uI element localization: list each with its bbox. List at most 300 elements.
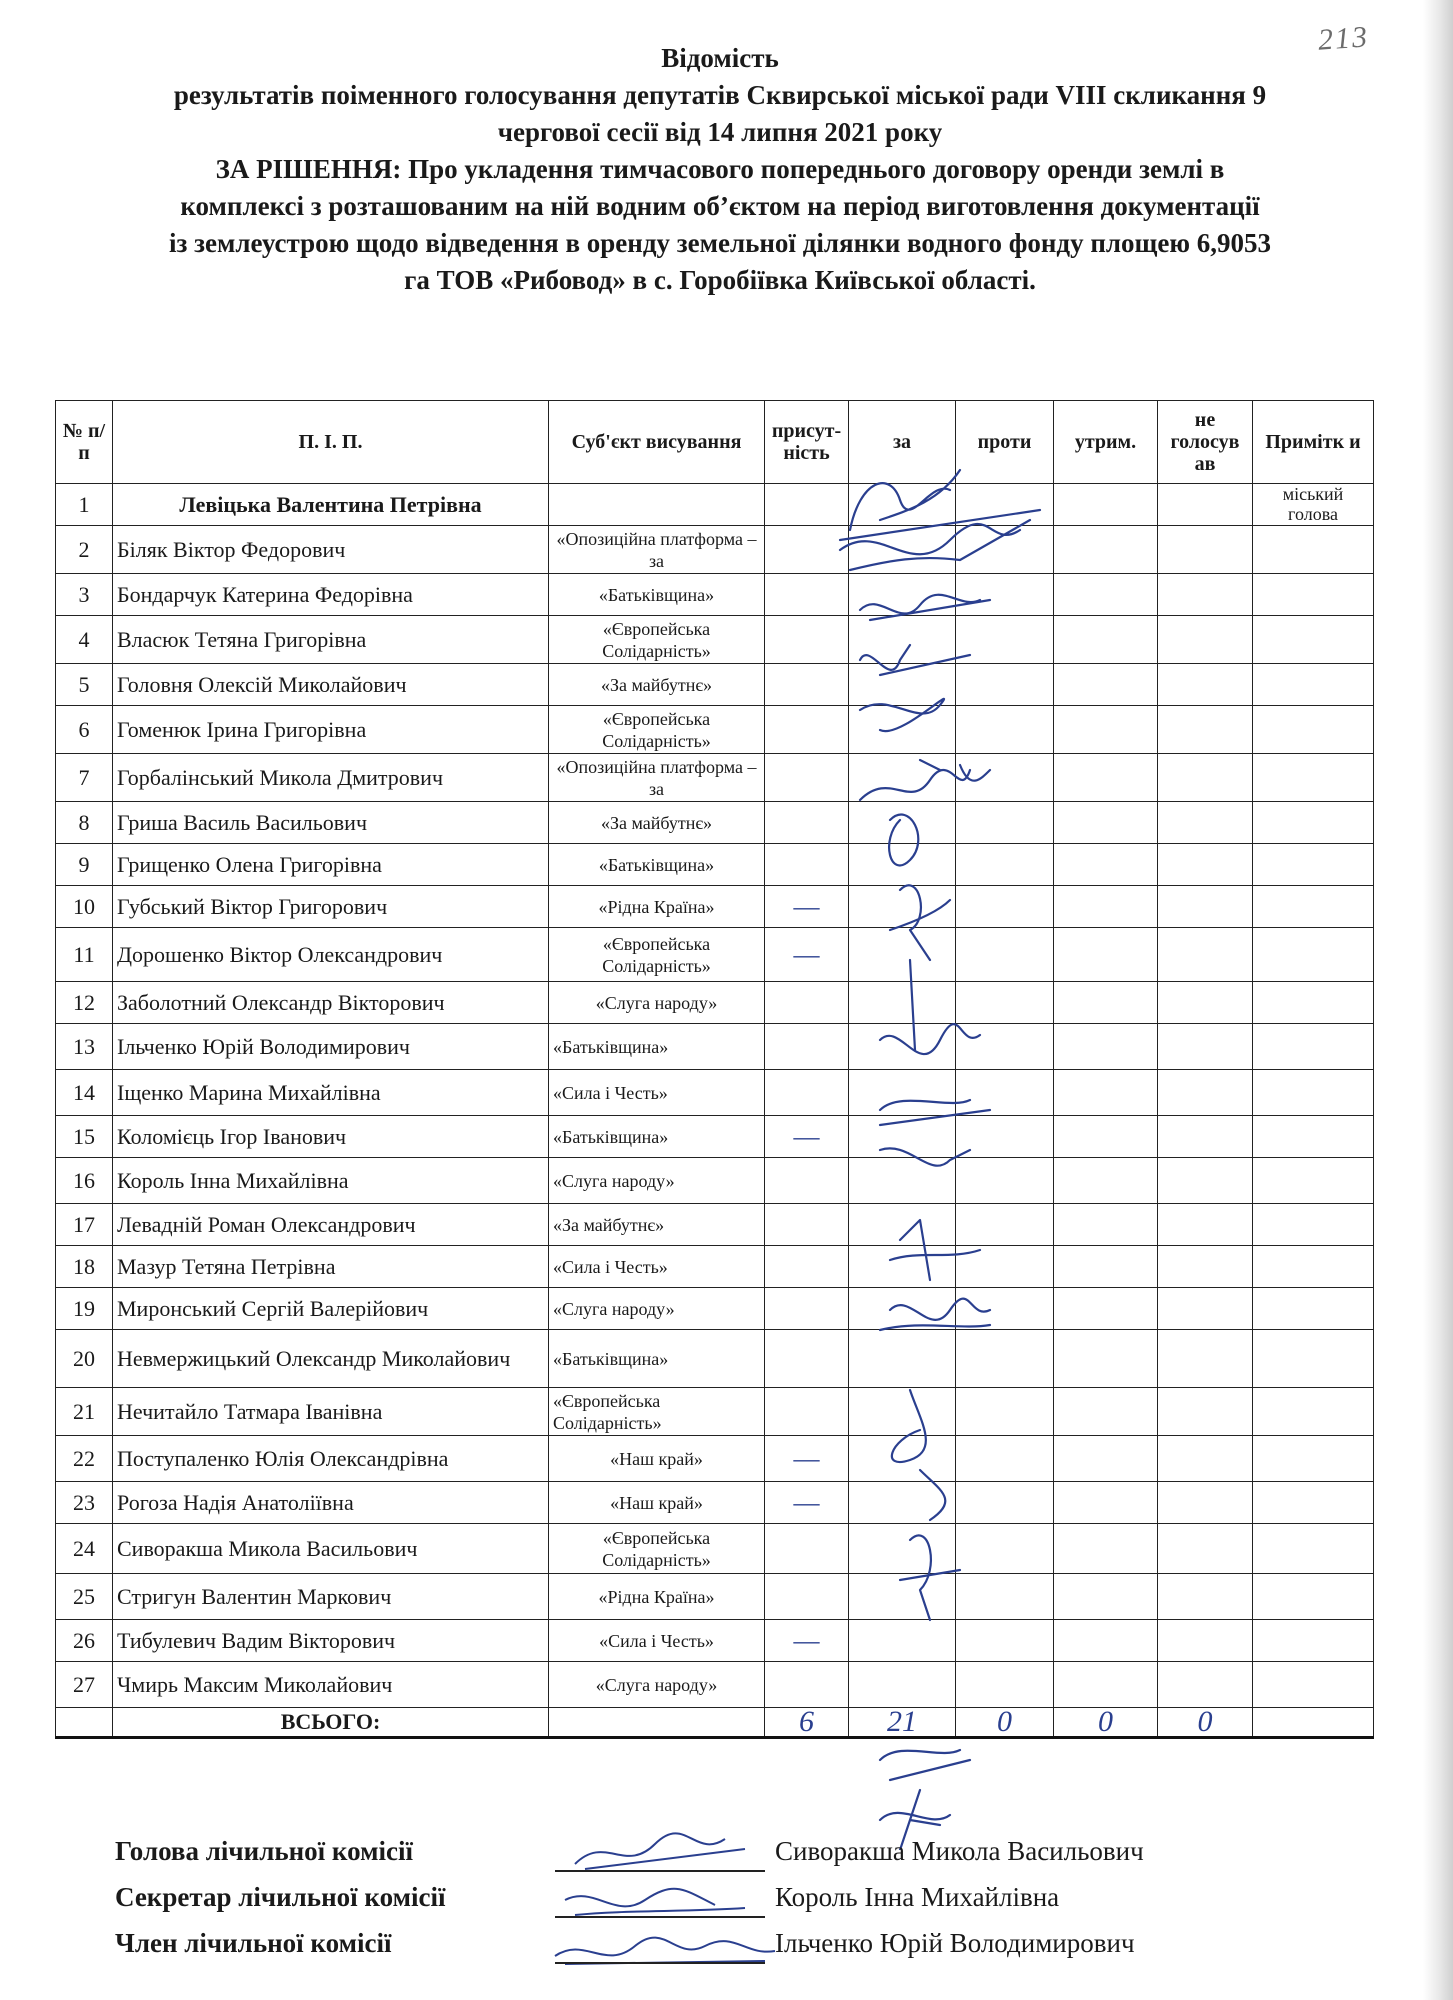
against-cell	[956, 1662, 1054, 1708]
deputy-name: Рогоза Надія Анатоліївна	[113, 1482, 549, 1524]
for-cell	[849, 574, 956, 616]
table-row	[56, 526, 1374, 574]
not-voted-cell	[1158, 1024, 1253, 1070]
row-number: 2	[56, 526, 113, 574]
deputy-name: Дорошенко Віктор Олександрович	[113, 928, 549, 982]
note-cell	[1253, 1482, 1374, 1524]
table-row	[56, 1288, 1374, 1330]
note-cell	[1253, 1330, 1374, 1388]
against-cell	[956, 1482, 1054, 1524]
deputy-name: Тибулевич Вадим Вікторович	[113, 1620, 549, 1662]
present-mark	[765, 526, 849, 574]
table-row	[56, 1388, 1374, 1436]
table-row	[56, 1524, 1374, 1574]
not-voted-cell	[1158, 928, 1253, 982]
row-number: 13	[56, 1024, 113, 1070]
commission-role: Голова лічильної комісії	[115, 1836, 413, 1866]
for-cell	[849, 982, 956, 1024]
present-mark	[765, 1388, 849, 1436]
for-cell	[849, 928, 956, 982]
for-cell	[849, 1662, 956, 1708]
note-cell	[1253, 526, 1374, 574]
nominating-party: «Наш край»	[549, 1436, 765, 1482]
deputy-name: Губський Віктор Григорович	[113, 886, 549, 928]
abstain-cell	[1054, 574, 1158, 616]
deputy-name: Король Інна Михайлівна	[113, 1158, 549, 1204]
not-voted-cell	[1158, 1388, 1253, 1436]
not-voted-cell	[1158, 1070, 1253, 1116]
table-header-row	[56, 401, 1374, 484]
commission-role: Секретар лічильної комісії	[115, 1882, 446, 1912]
present-mark	[765, 1330, 849, 1388]
not-voted-cell	[1158, 754, 1253, 802]
col-note-header: Примітк и	[1253, 401, 1374, 484]
nominating-party: «Батьківщина»	[549, 1330, 765, 1388]
for-cell	[849, 1388, 956, 1436]
nominating-party: «Опозиційна платформа – за	[549, 526, 765, 574]
for-cell	[849, 1070, 956, 1116]
present-mark: —	[765, 1116, 849, 1158]
for-cell	[849, 1482, 956, 1524]
not-voted-cell	[1158, 802, 1253, 844]
total-row	[56, 1708, 1374, 1738]
total-not-voted: 0	[1158, 1708, 1253, 1738]
against-cell	[956, 982, 1054, 1024]
note-cell	[1253, 1662, 1374, 1708]
deputy-name: Гоменюк Ірина Григорівна	[113, 706, 549, 754]
deputy-name: Головня Олексій Миколайович	[113, 664, 549, 706]
table-row	[56, 928, 1374, 982]
commission-row-member	[115, 1928, 1415, 1974]
table-row	[56, 1116, 1374, 1158]
nominating-party: «Наш край»	[549, 1482, 765, 1524]
against-cell	[956, 1158, 1054, 1204]
for-cell	[849, 1524, 956, 1574]
row-number: 17	[56, 1204, 113, 1246]
counting-commission	[115, 1836, 1415, 1974]
table-row	[56, 1436, 1374, 1482]
present-mark	[765, 1524, 849, 1574]
abstain-cell	[1054, 526, 1158, 574]
deputy-name: Горбалінський Микола Дмитрович	[113, 754, 549, 802]
for-cell	[849, 802, 956, 844]
table-row	[56, 1158, 1374, 1204]
note-cell	[1253, 982, 1374, 1024]
against-cell	[956, 1070, 1054, 1116]
table-row	[56, 754, 1374, 802]
abstain-cell	[1054, 1574, 1158, 1620]
against-cell	[956, 526, 1054, 574]
deputy-name: Мазур Тетяна Петрівна	[113, 1246, 549, 1288]
decision-line: ЗА РІШЕННЯ: Про укладення тимчасового попереднього договору оренди землі в	[215, 154, 1225, 184]
row-number: 7	[56, 754, 113, 802]
row-number: 11	[56, 928, 113, 982]
row-number: 19	[56, 1288, 113, 1330]
against-cell	[956, 802, 1054, 844]
deputy-name: Чмирь Максим Миколайович	[113, 1662, 549, 1708]
row-number: 5	[56, 664, 113, 706]
header-line: результатів поіменного голосування депутатів Сквирської міської ради VIII скликання 9	[173, 80, 1267, 110]
note-cell	[1253, 1620, 1374, 1662]
decision-line: комплексі з розташованим на ній водним об’єктом на період виготовлення документації	[180, 191, 1260, 221]
table-row	[56, 574, 1374, 616]
scan-edge	[1423, 0, 1453, 2000]
col-for-header: за	[849, 401, 956, 484]
table-row	[56, 1330, 1374, 1388]
total-abstain: 0	[1054, 1708, 1158, 1738]
abstain-cell	[1054, 1246, 1158, 1288]
abstain-cell	[1054, 1388, 1158, 1436]
nominating-party: «Слуга народу»	[549, 982, 765, 1024]
col-num-header: № п/п	[56, 401, 113, 484]
total-for: 21	[849, 1708, 956, 1738]
present-mark: —	[765, 1436, 849, 1482]
for-cell	[849, 754, 956, 802]
abstain-cell	[1054, 1204, 1158, 1246]
deputy-name: Іщенко Марина Михайлівна	[113, 1070, 549, 1116]
deputy-name: Ільченко Юрій Володимирович	[113, 1024, 549, 1070]
commission-role: Член лічильної комісії	[115, 1928, 392, 1958]
total-note	[1253, 1708, 1374, 1738]
for-cell	[849, 1204, 956, 1246]
table-row	[56, 1204, 1374, 1246]
abstain-cell	[1054, 706, 1158, 754]
nominating-party: «За майбутнє»	[549, 1204, 765, 1246]
table-row	[56, 1482, 1374, 1524]
present-mark	[765, 754, 849, 802]
against-cell	[956, 484, 1054, 526]
table-row	[56, 706, 1374, 754]
row-number: 1	[56, 484, 113, 526]
abstain-cell	[1054, 1620, 1158, 1662]
nominating-party: «Європейська Солідарність»	[549, 706, 765, 754]
present-mark	[765, 664, 849, 706]
present-mark: —	[765, 1482, 849, 1524]
col-abstain-header: утрим.	[1054, 401, 1158, 484]
col-not-voted-header: не голосув ав	[1158, 401, 1253, 484]
table-row	[56, 802, 1374, 844]
row-number: 22	[56, 1436, 113, 1482]
table-row	[56, 484, 1374, 526]
nominating-party: «За майбутнє»	[549, 664, 765, 706]
deputy-name: Поступаленко Юлія Олександрівна	[113, 1436, 549, 1482]
table-row	[56, 1246, 1374, 1288]
for-cell	[849, 1116, 956, 1158]
against-cell	[956, 1116, 1054, 1158]
row-number: 27	[56, 1662, 113, 1708]
against-cell	[956, 1204, 1054, 1246]
table-row	[56, 664, 1374, 706]
nominating-party: «Європейська Солідарність»	[549, 928, 765, 982]
against-cell	[956, 574, 1054, 616]
nominating-party: «Слуга народу»	[549, 1662, 765, 1708]
total-against: 0	[956, 1708, 1054, 1738]
deputy-name: Левіцька Валентина Петрівна	[113, 484, 549, 526]
deputy-name: Нечитайло Татмара Іванівна	[113, 1388, 549, 1436]
present-mark	[765, 802, 849, 844]
deputy-name: Левадній Роман Олександрович	[113, 1204, 549, 1246]
abstain-cell	[1054, 1024, 1158, 1070]
not-voted-cell	[1158, 574, 1253, 616]
deputy-name: Стригун Валентин Маркович	[113, 1574, 549, 1620]
present-mark	[765, 706, 849, 754]
row-number: 25	[56, 1574, 113, 1620]
against-cell	[956, 928, 1054, 982]
present-mark	[765, 1158, 849, 1204]
note-cell	[1253, 1204, 1374, 1246]
note-cell	[1253, 616, 1374, 664]
row-number: 6	[56, 706, 113, 754]
voting-table	[55, 400, 1374, 1739]
row-number: 3	[56, 574, 113, 616]
note-cell	[1253, 1070, 1374, 1116]
col-present-header: присут-ність	[765, 401, 849, 484]
deputy-name: Бондарчук Катерина Федорівна	[113, 574, 549, 616]
note-cell	[1253, 574, 1374, 616]
row-number: 9	[56, 844, 113, 886]
total-party	[549, 1708, 765, 1738]
row-number: 12	[56, 982, 113, 1024]
present-mark	[765, 484, 849, 526]
deputy-name: Грищенко Олена Григорівна	[113, 844, 549, 886]
not-voted-cell	[1158, 616, 1253, 664]
not-voted-cell	[1158, 1482, 1253, 1524]
nominating-party: «За майбутнє»	[549, 802, 765, 844]
note-cell	[1253, 886, 1374, 928]
decision-line: га ТОВ «Рибовод» в с. Горобіївка Київської області.	[404, 265, 1036, 295]
not-voted-cell	[1158, 1204, 1253, 1246]
col-name-header: П. І. П.	[113, 401, 549, 484]
for-cell	[849, 526, 956, 574]
against-cell	[956, 1288, 1054, 1330]
not-voted-cell	[1158, 1574, 1253, 1620]
row-number: 14	[56, 1070, 113, 1116]
against-cell	[956, 1524, 1054, 1574]
for-cell	[849, 1436, 956, 1482]
commission-name: Сиворакша Микола Васильович	[775, 1836, 1144, 1866]
for-cell	[849, 1574, 956, 1620]
for-cell	[849, 1246, 956, 1288]
deputy-name: Коломієць Ігор Іванович	[113, 1116, 549, 1158]
for-cell	[849, 844, 956, 886]
total-label: ВСЬОГО:	[113, 1708, 549, 1738]
note-cell	[1253, 1524, 1374, 1574]
table-row	[56, 1574, 1374, 1620]
abstain-cell	[1054, 802, 1158, 844]
for-cell	[849, 664, 956, 706]
table-row	[56, 982, 1374, 1024]
note-cell	[1253, 1436, 1374, 1482]
present-mark	[765, 574, 849, 616]
row-number: 4	[56, 616, 113, 664]
header-line: чергової сесії від 14 липня 2021 року	[497, 117, 943, 147]
abstain-cell	[1054, 1662, 1158, 1708]
against-cell	[956, 1436, 1054, 1482]
present-mark	[765, 1070, 849, 1116]
against-cell	[956, 664, 1054, 706]
nominating-party: «Батьківщина»	[549, 1024, 765, 1070]
note-cell	[1253, 754, 1374, 802]
deputy-name: Біляк Віктор Федорович	[113, 526, 549, 574]
note-cell	[1253, 1574, 1374, 1620]
row-number: 18	[56, 1246, 113, 1288]
nominating-party: «Європейська Солідарність»	[549, 1524, 765, 1574]
deputy-name: Заболотний Олександр Вікторович	[113, 982, 549, 1024]
note-cell	[1253, 802, 1374, 844]
present-mark	[765, 844, 849, 886]
abstain-cell	[1054, 982, 1158, 1024]
present-mark	[765, 616, 849, 664]
for-cell	[849, 1158, 956, 1204]
not-voted-cell	[1158, 1662, 1253, 1708]
abstain-cell	[1054, 1482, 1158, 1524]
nominating-party: «Сила і Честь»	[549, 1246, 765, 1288]
not-voted-cell	[1158, 706, 1253, 754]
decision-line: із землеустрою щодо відведення в оренду земельної ділянки водного фонду площею 6,9053	[169, 228, 1271, 258]
note-cell	[1253, 844, 1374, 886]
not-voted-cell	[1158, 1116, 1253, 1158]
nominating-party: «Європейська Солідарність»	[549, 616, 765, 664]
note-cell	[1253, 1116, 1374, 1158]
row-number: 16	[56, 1158, 113, 1204]
document-title: Відомість	[661, 43, 779, 73]
against-cell	[956, 1388, 1054, 1436]
present-mark	[765, 1662, 849, 1708]
page-number: 213	[1316, 20, 1371, 57]
abstain-cell	[1054, 754, 1158, 802]
against-cell	[956, 1574, 1054, 1620]
against-cell	[956, 1620, 1054, 1662]
note-cell	[1253, 1246, 1374, 1288]
present-mark	[765, 982, 849, 1024]
abstain-cell	[1054, 1524, 1158, 1574]
abstain-cell	[1054, 1070, 1158, 1116]
present-mark	[765, 1246, 849, 1288]
row-number: 26	[56, 1620, 113, 1662]
nominating-party: «Опозиційна платформа – за	[549, 754, 765, 802]
abstain-cell	[1054, 1436, 1158, 1482]
deputy-name: Сиворакша Микола Васильович	[113, 1524, 549, 1574]
not-voted-cell	[1158, 982, 1253, 1024]
abstain-cell	[1054, 484, 1158, 526]
not-voted-cell	[1158, 1246, 1253, 1288]
commission-name: Ільченко Юрій Володимирович	[775, 1928, 1135, 1958]
nominating-party: «Сила і Честь»	[549, 1620, 765, 1662]
against-cell	[956, 1024, 1054, 1070]
table-row	[56, 844, 1374, 886]
note-cell	[1253, 706, 1374, 754]
document-header	[40, 40, 1400, 299]
total-present: 6	[765, 1708, 849, 1738]
for-cell	[849, 1330, 956, 1388]
for-cell	[849, 886, 956, 928]
abstain-cell	[1054, 1288, 1158, 1330]
row-number: 21	[56, 1388, 113, 1436]
row-number: 23	[56, 1482, 113, 1524]
row-number: 24	[56, 1524, 113, 1574]
table-row	[56, 1024, 1374, 1070]
not-voted-cell	[1158, 844, 1253, 886]
against-cell	[956, 844, 1054, 886]
present-mark: —	[765, 928, 849, 982]
col-against-header: проти	[956, 401, 1054, 484]
row-number: 20	[56, 1330, 113, 1388]
deputy-name: Гриша Василь Васильович	[113, 802, 549, 844]
present-mark	[765, 1024, 849, 1070]
commission-name: Король Інна Михайлівна	[775, 1882, 1060, 1912]
for-cell	[849, 1024, 956, 1070]
abstain-cell	[1054, 928, 1158, 982]
against-cell	[956, 886, 1054, 928]
abstain-cell	[1054, 844, 1158, 886]
note-cell	[1253, 664, 1374, 706]
table-row	[56, 1662, 1374, 1708]
not-voted-cell	[1158, 526, 1253, 574]
abstain-cell	[1054, 1158, 1158, 1204]
nominating-party: «Рідна Країна»	[549, 886, 765, 928]
abstain-cell	[1054, 1330, 1158, 1388]
row-number: 10	[56, 886, 113, 928]
not-voted-cell	[1158, 1158, 1253, 1204]
nominating-party: «Рідна Країна»	[549, 1574, 765, 1620]
table-row	[56, 1620, 1374, 1662]
table-row	[56, 616, 1374, 664]
against-cell	[956, 754, 1054, 802]
for-cell	[849, 1288, 956, 1330]
signature-line	[555, 1962, 765, 1964]
for-cell	[849, 706, 956, 754]
table-row	[56, 1070, 1374, 1116]
for-cell	[849, 484, 956, 526]
for-cell	[849, 616, 956, 664]
against-cell	[956, 706, 1054, 754]
nominating-party: «Слуга народу»	[549, 1288, 765, 1330]
nominating-party: «Батьківщина»	[549, 1116, 765, 1158]
present-mark	[765, 1288, 849, 1330]
present-mark	[765, 1204, 849, 1246]
present-mark: —	[765, 886, 849, 928]
note-cell	[1253, 928, 1374, 982]
not-voted-cell	[1158, 886, 1253, 928]
nominating-party	[549, 484, 765, 526]
not-voted-cell	[1158, 1330, 1253, 1388]
nominating-party: «Батьківщина»	[549, 574, 765, 616]
deputy-name: Миронський Сергій Валерійович	[113, 1288, 549, 1330]
not-voted-cell	[1158, 1524, 1253, 1574]
total-num	[56, 1708, 113, 1738]
against-cell	[956, 1246, 1054, 1288]
against-cell	[956, 1330, 1054, 1388]
col-party-header: Суб'єкт висування	[549, 401, 765, 484]
nominating-party: «Європейська Солідарність»	[549, 1388, 765, 1436]
for-cell	[849, 1620, 956, 1662]
abstain-cell	[1054, 886, 1158, 928]
row-number: 15	[56, 1116, 113, 1158]
against-cell	[956, 616, 1054, 664]
deputy-name: Власюк Тетяна Григорівна	[113, 616, 549, 664]
nominating-party: «Батьківщина»	[549, 844, 765, 886]
note-cell	[1253, 1388, 1374, 1436]
not-voted-cell	[1158, 1620, 1253, 1662]
nominating-party: «Слуга народу»	[549, 1158, 765, 1204]
present-mark: —	[765, 1620, 849, 1662]
not-voted-cell	[1158, 1436, 1253, 1482]
row-number: 8	[56, 802, 113, 844]
note-cell	[1253, 1024, 1374, 1070]
abstain-cell	[1054, 1116, 1158, 1158]
abstain-cell	[1054, 616, 1158, 664]
note-cell: міський голова	[1253, 484, 1374, 526]
